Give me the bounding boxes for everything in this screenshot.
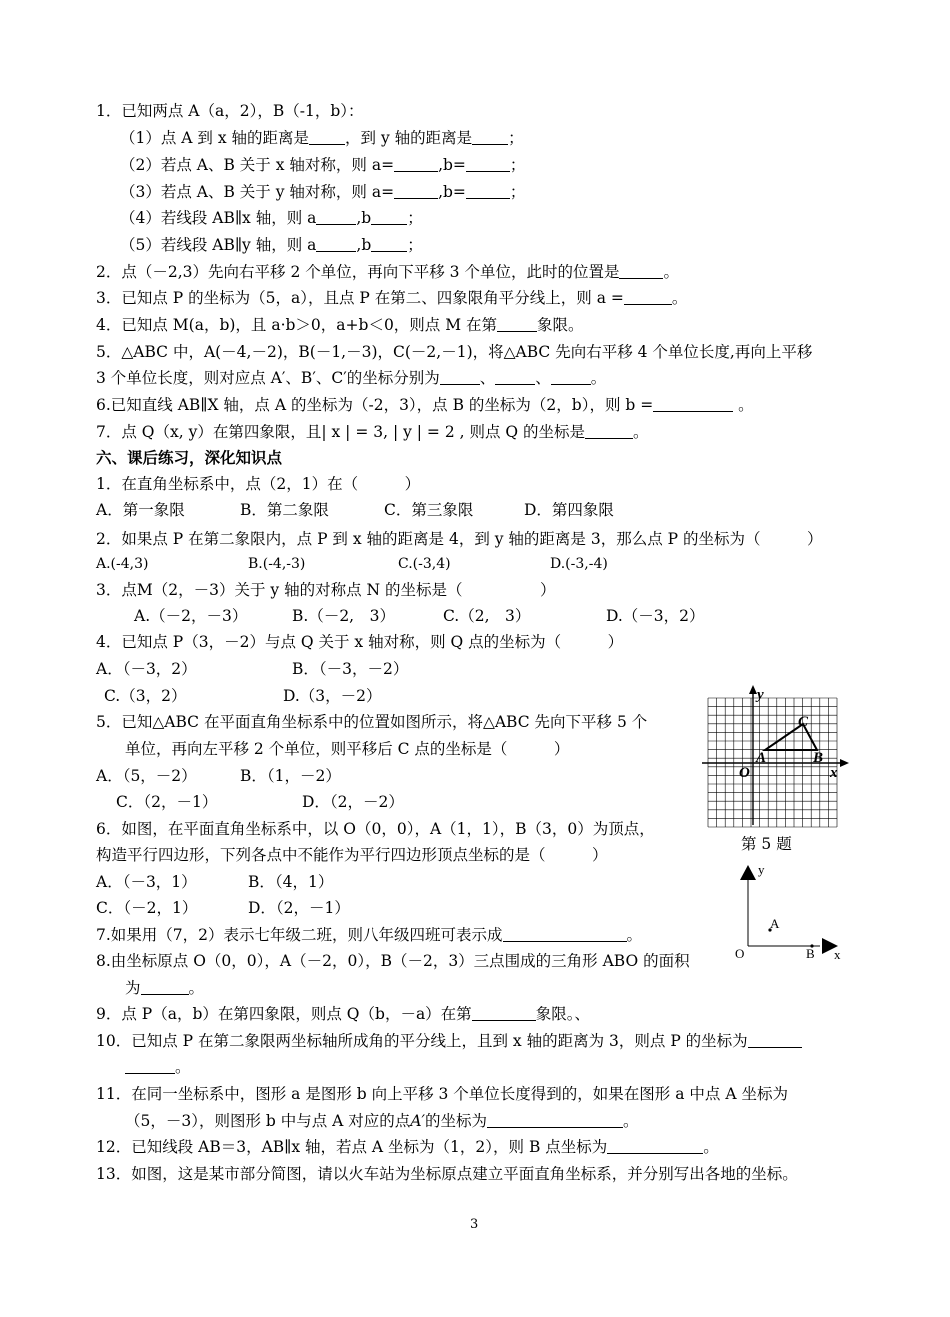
origin-label: O (735, 946, 745, 961)
e5-option-b: B．（1，－2） (240, 767, 341, 785)
q1-part1: （1）点 A 到 x 轴的距离是 ，到 y 轴的距离是 ； (120, 129, 524, 147)
y-axis-label: y (758, 862, 765, 877)
answer-blank[interactable] (141, 979, 189, 995)
q1-part2: （2）若点 A、B 关于 x 轴对称，则 a= ,b= ； (120, 156, 526, 174)
e1-option-c: C．第三象限 (384, 501, 474, 519)
e3-option-c: C.（2, 3） (443, 607, 531, 625)
point-b-label: B (813, 750, 824, 766)
answer-blank[interactable] (624, 289, 672, 305)
e5-option-d: D．（2，－2） (302, 793, 404, 811)
e1-option-b: B．第二象限 (240, 501, 329, 519)
e6-option-d: D．（2，－1） (248, 899, 350, 917)
e12: 12．已知线段 AB＝3，AB∥x 轴，若点 A 坐标为（1，2），则 B 点坐标为 。 (96, 1138, 719, 1156)
answer-blank[interactable] (551, 369, 591, 385)
answer-blank[interactable] (472, 129, 508, 145)
q5-line1: 5．△ABC 中，A(－4,－2)，B(－1,－3)，C(－2,－1)，将△ABC 先向右平移 4 个单位长度,再向上平移 (96, 343, 813, 361)
e4-option-c: C.（3，2） (104, 687, 187, 705)
answer-blank[interactable] (394, 156, 438, 172)
point-a-label: A (770, 916, 780, 931)
point-a-label: A (756, 750, 767, 766)
e6-option-c: C．（－2，1） (96, 899, 198, 917)
e4-option-b: B．（－3，－2） (292, 660, 409, 678)
answer-blank[interactable] (487, 1112, 623, 1128)
q5-line2: 3 个单位长度，则对应点 A′、B′、C′的坐标分别为 、 、 。 (96, 369, 607, 387)
e1-option-a: A．第一象限 (96, 501, 185, 519)
origin-label: O (739, 765, 750, 781)
e6-line2: 构造平行四边形，下列各点中不能作为平行四边形顶点坐标的是（ ） (96, 846, 608, 864)
q2: 2．点（－2,3）先向右平移 2 个单位，再向下平移 3 个单位，此时的位置是 。 (96, 263, 679, 281)
e4-option-d: D.（3，－2） (283, 687, 382, 705)
q6: 6.已知直线 AB∥X 轴，点 A 的坐标为（-2，3），点 B 的坐标为（2，b），则 b = 。 (96, 396, 754, 414)
e9: 9．点 P（a，b）在第四象限，则点 Q（b，－a）在第 象限。、 (96, 1005, 590, 1023)
figure-5-caption: 第 5 题 (741, 835, 792, 853)
e1-option-d: D．第四象限 (524, 501, 614, 519)
q3: 3．已知点 P 的坐标为（5，a），且点 P 在第二、四象限角平分线上，则 a = 。 (96, 289, 688, 307)
e5-line2: 单位，再向左平移 2 个单位，则平移后 C 点的坐标是（ ） (125, 740, 570, 758)
e6-line1: 6．如图，在平面直角坐标系中，以 O（0，0），A（1，1），B（3，0）为顶点， (96, 820, 655, 838)
answer-blank[interactable] (371, 236, 407, 252)
figure-5-grid (700, 684, 850, 829)
answer-blank[interactable] (653, 396, 733, 412)
answer-blank[interactable] (125, 1058, 175, 1074)
e1-question: 1．在直角坐标系中，点（2，1）在（ ） (96, 475, 421, 493)
answer-blank[interactable] (748, 1032, 802, 1048)
e8-line1: 8.由坐标原点 O（0，0），A（－2，0），B（－2，3）三点围成的三角形 ABO 的面积 (96, 952, 690, 970)
e8-line2: 为 。 (125, 979, 205, 997)
e4-option-a: A．（－3，2） (96, 660, 197, 678)
answer-blank[interactable] (440, 369, 480, 385)
section-heading: 六、课后练习，深化知识点 (96, 449, 283, 467)
answer-blank[interactable] (585, 423, 633, 439)
point-a-prime: A′ (410, 1112, 426, 1130)
point-b-label: B (806, 946, 815, 961)
e5-option-a: A．（5，－2） (96, 767, 197, 785)
q1-part5: （5）若线段 AB∥y 轴，则 a ,b ； (120, 236, 423, 254)
answer-blank[interactable] (497, 316, 537, 332)
e11-line1: 11．在同一坐标系中，图形 a 是图形 b 向上平移 3 个单位长度得到的，如果在图形 a 中点 A 坐标为 (96, 1085, 788, 1103)
e4-question: 4．已知点 P（3，－2）与点 Q 关于 x 轴对称，则 Q 点的坐标为（ ） (96, 633, 624, 651)
answer-blank[interactable] (503, 926, 627, 942)
e10-line1: 10．已知点 P 在第二象限两坐标轴所成角的平分线上，且到 x 轴的距离为 3，则点 P 的坐标为 (96, 1031, 802, 1051)
answer-blank[interactable] (607, 1138, 703, 1154)
q7: 7．点 Q（x, y）在第四象限，且| x | = 3, | y | = 2 , 则点 Q 的坐标是 。 (96, 423, 649, 441)
answer-blank[interactable] (309, 129, 345, 145)
x-axis-label: x (830, 765, 838, 781)
e13: 13．如图，这是某市部分简图，请以火车站为坐标原点建立平面直角坐标系，并分别写出各地的坐标。 (96, 1165, 798, 1183)
answer-blank[interactable] (466, 183, 510, 199)
e5-option-c: C．（2，－1） (116, 793, 218, 811)
e7: 7.如果用（7，2）表示七年级二班，则八年级四班可表示成 。 (96, 926, 643, 944)
answer-blank[interactable] (316, 209, 356, 225)
figure-6-axes (730, 860, 850, 965)
q1-stem: 1．已知两点 A（a，2），B（-1，b）： (96, 102, 364, 120)
answer-blank[interactable] (472, 1005, 536, 1021)
q1-part4: （4）若线段 AB∥x 轴，则 a ,b ； (120, 209, 423, 227)
e3-option-a: A.（－2，－3） (134, 607, 248, 625)
q1-part3: （3）若点 A、B 关于 y 轴对称，则 a= ,b= ； (120, 183, 526, 201)
page-number: 3 (470, 1217, 479, 1232)
q4: 4．已知点 M(a，b)，且 a·b＞0，a+b＜0，则点 M 在第 象限。 (96, 316, 584, 334)
e5-line1: 5．已知△ABC 在平面直角坐标系中的位置如图所示，将△ABC 先向下平移 5 个 (96, 713, 648, 731)
answer-blank[interactable] (371, 209, 407, 225)
x-axis-label: x (834, 947, 841, 962)
e2-option-b: B.(-4,-3) (248, 556, 306, 572)
answer-blank[interactable] (466, 156, 510, 172)
e2-question: 2．如果点 P 在第二象限内，点 P 到 x 轴的距离是 4，到 y 轴的距离是 3，那么点 P 的坐标为（ ） (96, 530, 823, 548)
answer-blank[interactable] (495, 369, 535, 385)
e2-option-a: A.(-4,3) (96, 556, 149, 572)
e3-option-d: D.（－3，2） (606, 607, 705, 625)
e3-question: 3．点M（2，－3）关于 y 轴的对称点 N 的坐标是（ ） (96, 581, 556, 599)
e10-line2: 。 (125, 1057, 191, 1077)
e11-line2: （5，－3），则图形 b 中与点 A 对应的点A′的坐标为 。 (125, 1112, 639, 1130)
answer-blank[interactable] (394, 183, 438, 199)
answer-blank[interactable] (316, 236, 356, 252)
y-axis-label: y (757, 687, 764, 703)
e2-option-c: C.(-3,4) (398, 556, 451, 572)
point-c-label: C (798, 714, 809, 730)
e6-option-b: B．（4，1） (248, 873, 334, 891)
e6-option-a: A．（－3，1） (96, 873, 197, 891)
answer-blank[interactable] (619, 263, 663, 279)
e2-option-d: D.(-3,-4) (550, 556, 608, 572)
e3-option-b: B.（－2, 3） (292, 607, 395, 625)
